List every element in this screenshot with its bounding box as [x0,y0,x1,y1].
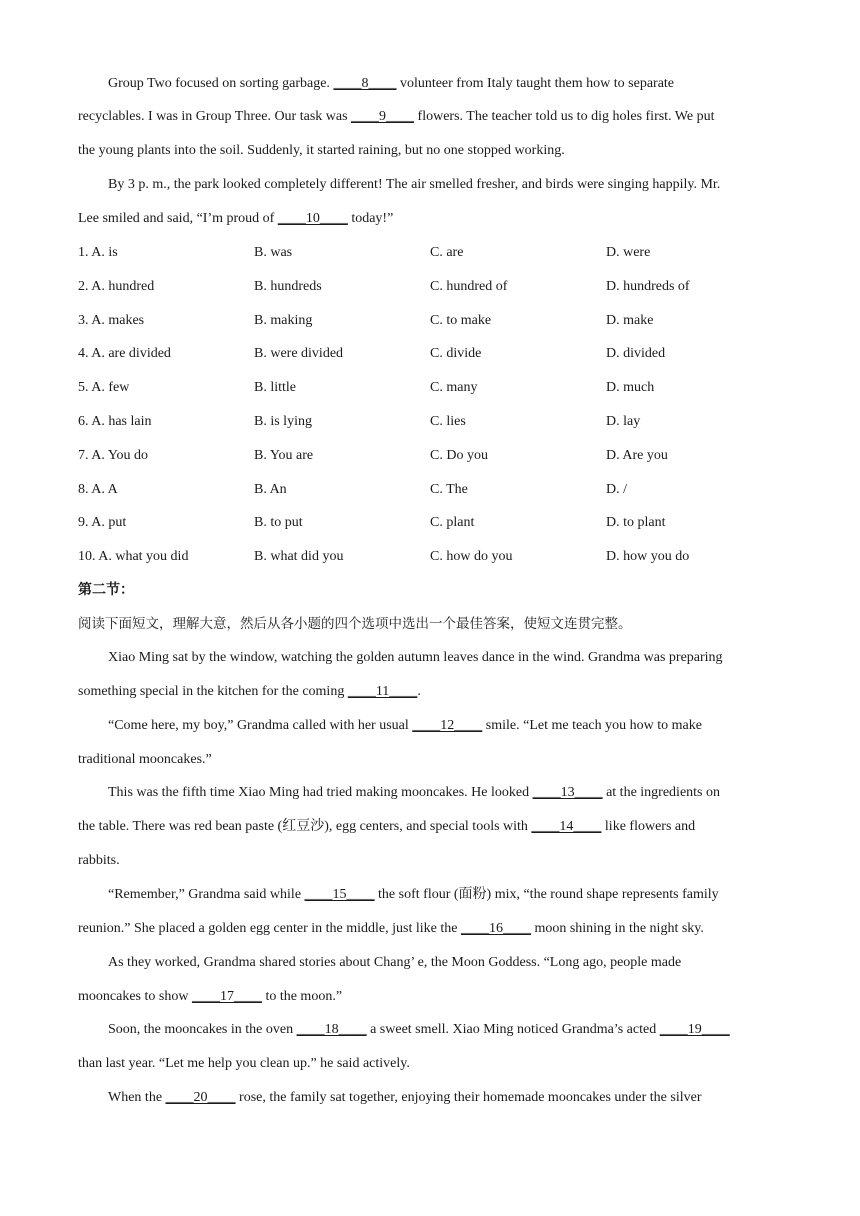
option-d: D. much [606,380,655,395]
option-c: C. The [430,482,468,497]
text: a sweet smell. Xiao Ming noticed Grandma’s acted [366,1022,660,1037]
option-d: D. Are you [606,448,668,463]
text: When the [108,1090,166,1105]
text: today!” [347,211,394,226]
passage2-line: rabbits. [78,853,120,868]
text: mooncakes to show [78,989,192,1004]
text: This was the fifth time Xiao Ming had tried making mooncakes. He looked [108,785,533,800]
blank-20: ____20____ [165,1090,236,1105]
option-row [0,413,860,431]
passage2-line: Xiao Ming sat by the window, watching the golden autumn leaves dance in the wind. Grandma was preparing [108,650,723,665]
option-row [0,244,860,262]
blank-9: ____9____ [351,109,415,124]
option-b: B. hundreds [254,279,322,294]
text: the soft flour (面粉) mix, “the round shape represents family [374,887,719,902]
option-row [0,278,860,296]
option-b: B. to put [254,515,303,530]
option-d: D. were [606,245,651,260]
text: recyclables. I was in Group Three. Our task was [78,109,352,124]
text: at the ingredients on [602,785,720,800]
text: moon shining in the night sky. [530,921,704,936]
passage2-line: traditional mooncakes.” [78,752,212,767]
option-a: 4. A. are divided [78,346,171,361]
option-d: D. make [606,313,654,328]
option-b: B. little [254,380,296,395]
option-d: D. / [606,482,627,497]
option-c: C. to make [430,313,492,328]
passage2-line [78,818,695,836]
text: flowers. The teacher told us to dig holes first. We put [414,109,715,124]
option-row [0,447,860,465]
option-row [0,345,860,363]
option-d: D. divided [606,346,666,361]
section-instruction: 阅读下面短文，理解大意，然后从各小题的四个选项中选出一个最佳答案，使短文连贯完整。 [78,616,632,632]
text: Soon, the mooncakes in the oven [108,1022,297,1037]
option-c: C. lies [430,414,466,429]
option-b: B. You are [254,448,314,463]
passage2-line [78,683,421,701]
blank-14: ____14____ [531,819,602,834]
passage2-line [78,920,704,938]
text: to the moon.” [261,989,343,1004]
option-c: C. divide [430,346,482,361]
text: Group Two focused on sorting garbage. [108,76,334,91]
text: “Remember,” Grandma said while [108,887,305,902]
option-row [0,514,860,532]
option-c: C. plant [430,515,475,530]
text: the table. There was red bean paste (红豆沙), egg centers, and special tools with [78,819,532,834]
option-b: B. were divided [254,346,344,361]
option-a: 2. A. hundred [78,279,155,294]
blank-19: ____19____ [659,1022,730,1037]
blank-10: ____10____ [277,211,348,226]
option-d: D. how you do [606,549,690,564]
blank-12: ____12____ [412,718,483,733]
option-row [0,312,860,330]
blank-17: ____17____ [191,989,262,1004]
passage2-line [78,988,342,1006]
option-d: D. hundreds of [606,279,690,294]
option-d: D. lay [606,414,641,429]
blank-11: ____11____ [347,684,418,699]
option-c: C. Do you [430,448,488,463]
passage1-line [108,75,674,93]
passage2-line [108,886,719,904]
option-b: B. is lying [254,414,312,429]
option-a: 6. A. has lain [78,414,152,429]
option-a: 5. A. few [78,380,130,395]
text: like flowers and [601,819,696,834]
text: . [417,684,421,699]
option-c: C. many [430,380,478,395]
blank-13: ____13____ [532,785,603,800]
passage1-line: By 3 p. m., the park looked completely different! The air smelled fresher, and birds were singing happily. Mr. [108,177,721,192]
text: reunion.” She placed a golden egg center in the middle, just like the [78,921,461,936]
option-row [0,379,860,397]
text: rose, the family sat together, enjoying their homemade mooncakes under the silver [235,1090,702,1105]
passage2-line [108,1021,730,1039]
blank-18: ____18____ [296,1022,367,1037]
option-a: 3. A. makes [78,313,145,328]
passage1-line: the young plants into the soil. Suddenly, it started raining, but no one stopped working. [78,143,565,158]
passage2-line: As they worked, Grandma shared stories about Chang’ e, the Moon Goddess. “Long ago, people made [108,955,682,970]
option-a: 9. A. put [78,515,127,530]
text: Lee smiled and said, “I’m proud of [78,211,278,226]
option-b: B. making [254,313,313,328]
passage2-line [108,784,720,802]
section-heading: 第二节： [78,582,134,598]
passage2-line [108,1089,702,1107]
blank-16: ____16____ [460,921,531,936]
text: something special in the kitchen for the coming [78,684,348,699]
option-a: 8. A. A [78,482,118,497]
option-a: 10. A. what you did [78,549,189,564]
option-d: D. to plant [606,515,666,530]
option-c: C. how do you [430,549,513,564]
passage2-line [108,717,702,735]
option-b: B. what did you [254,549,344,564]
option-b: B. was [254,245,293,260]
passage2-line: than last year. “Let me help you clean up.” he said actively. [78,1056,410,1071]
text: “Come here, my boy,” Grandma called with her usual [108,718,413,733]
passage1-line [78,210,393,228]
text: volunteer from Italy taught them how to separate [396,76,675,91]
option-c: C. are [430,245,464,260]
blank-8: ____8____ [333,76,397,91]
option-b: B. An [254,482,287,497]
passage1-line [78,108,715,126]
text: smile. “Let me teach you how to make [482,718,702,733]
option-c: C. hundred of [430,279,508,294]
blank-15: ____15____ [304,887,375,902]
option-row [0,548,860,566]
option-row [0,481,860,499]
option-a: 7. A. You do [78,448,149,463]
option-a: 1. A. is [78,245,118,260]
